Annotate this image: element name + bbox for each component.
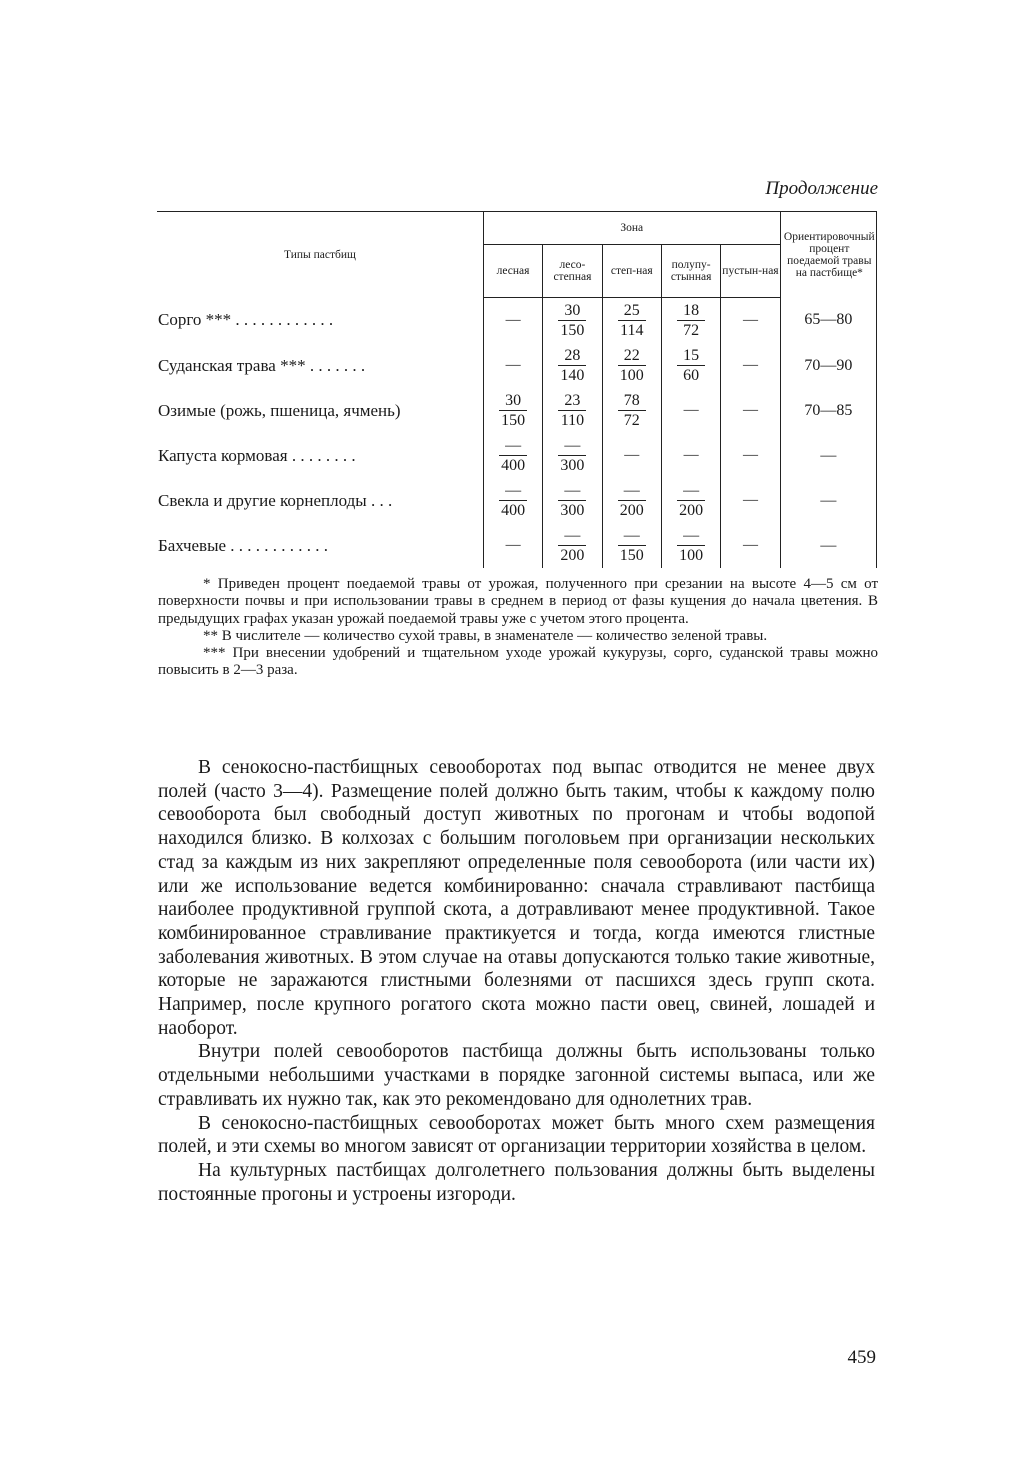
- yield-cell: [661, 433, 720, 478]
- yield-denominator: 150: [560, 322, 585, 339]
- table-row: [157, 478, 877, 523]
- paragraph: На культурных пастбищах долголетнего пользования должны быть выделены постоянные прогоны и устроены изгороди.: [158, 1159, 875, 1205]
- empty-dash: —: [505, 357, 521, 373]
- yield-denominator: 60: [677, 365, 705, 385]
- yield-fraction: [618, 391, 646, 430]
- empty-dash: —: [742, 312, 758, 328]
- yield-cell: [661, 343, 720, 388]
- yield-fraction: [558, 436, 586, 475]
- page-number: 459: [847, 1347, 876, 1368]
- yield-numerator: 15: [683, 347, 700, 364]
- main-text: [158, 756, 875, 1206]
- yield-cell: [543, 433, 602, 478]
- pasture-type-name: Озимые (рожь, пшеница, ячмень): [158, 400, 401, 420]
- yield-cell: [543, 298, 602, 344]
- table-row: [157, 388, 877, 433]
- yield-cell: [602, 388, 661, 433]
- yield-fraction: [558, 346, 586, 385]
- yield-numerator: 18: [683, 302, 700, 319]
- yield-numerator: —: [623, 527, 640, 544]
- yield-cell: [602, 298, 661, 344]
- yield-cell: [602, 433, 661, 478]
- paragraph: В сенокосно-пастбищных севооборотах может быть много схем размещения полей, и эти схемы во многом зависят от организации территории хозяйства в целом.: [158, 1112, 875, 1158]
- pasture-type-name: Сорго *** . . . . . . . . . . . .: [158, 310, 334, 330]
- yield-denominator: 100: [679, 547, 704, 564]
- zone-column-header: степ-ная: [602, 245, 661, 298]
- paragraph: Внутри полей севооборотов пастбища должны быть использованы только отдельными небольшими участками в порядке загонной системы выпаса, или же стравливать их нужно так, как это рекомендовано для однолетних трав.: [158, 1041, 875, 1110]
- yield-cell: [602, 478, 661, 523]
- percent-cell: 70—85: [780, 388, 876, 433]
- yield-cell: [543, 478, 602, 523]
- pasture-type-name: Суданская трава *** . . . . . . .: [158, 355, 366, 375]
- yield-cell: [483, 388, 542, 433]
- yield-fraction: [558, 526, 586, 565]
- percent-cell: —: [780, 523, 876, 568]
- yield-fraction: [499, 391, 527, 430]
- yield-numerator: —: [505, 482, 522, 499]
- table-footnotes: [158, 576, 878, 680]
- yield-cell: [721, 478, 780, 523]
- percent-cell: 65—80: [780, 298, 876, 344]
- yield-cell: [661, 298, 720, 344]
- yield-numerator: 25: [623, 302, 640, 319]
- yield-cell: [483, 433, 542, 478]
- empty-dash: —: [505, 537, 521, 553]
- yield-denominator: 300: [560, 502, 585, 519]
- footnote: * Приведен процент поедаемой травы от урожая, полученного при срезании на высоте 4—5 см от поверхности почвы и при использовании травы в среднем в период от фазы кущения до начала цветения. В предыдущих графах указан урожай поедаемой травы уже с учетом этого процента.: [158, 576, 878, 627]
- yield-cell: [483, 298, 542, 344]
- yield-denominator: 400: [501, 457, 526, 474]
- yield-cell: [483, 343, 542, 388]
- empty-dash: —: [683, 402, 699, 418]
- yield-fraction: [677, 526, 705, 565]
- continuation-label: Продолжение: [765, 178, 878, 199]
- yield-numerator: —: [564, 527, 581, 544]
- yield-numerator: —: [683, 482, 700, 499]
- zone-column-header: лесная: [483, 245, 542, 298]
- yield-denominator: 200: [679, 502, 704, 519]
- yield-denominator: 140: [560, 367, 585, 384]
- yield-cell: [721, 298, 780, 344]
- footnote: ** В числителе — количество сухой травы, в знаменателе — количество зеленой травы.: [203, 627, 768, 644]
- yield-fraction: [618, 481, 646, 520]
- yield-cell: [543, 343, 602, 388]
- yield-denominator: 72: [677, 320, 705, 340]
- yield-numerator: —: [683, 527, 700, 544]
- yield-fraction: [558, 391, 586, 430]
- yield-numerator: 22: [623, 347, 640, 364]
- empty-dash: —: [742, 357, 758, 373]
- yield-fraction: [558, 481, 586, 520]
- yield-fraction: [677, 301, 705, 340]
- yield-numerator: 23: [564, 392, 581, 409]
- zone-column-header: полупу-стынная: [661, 245, 720, 298]
- zone-header: Зона: [483, 212, 780, 245]
- empty-dash: —: [624, 447, 640, 463]
- yield-cell: [661, 388, 720, 433]
- empty-dash: —: [742, 537, 758, 553]
- empty-dash: —: [742, 402, 758, 418]
- yield-numerator: 30: [505, 392, 522, 409]
- yield-numerator: —: [564, 437, 581, 454]
- yield-denominator: 72: [618, 410, 646, 430]
- yield-cell: [602, 343, 661, 388]
- percent-cell: —: [780, 478, 876, 523]
- yield-fraction: [558, 301, 586, 340]
- yield-cell: [721, 343, 780, 388]
- yield-numerator: 30: [564, 302, 581, 319]
- yield-fraction: [677, 481, 705, 520]
- yield-fraction: [499, 436, 527, 475]
- yield-cell: [661, 478, 720, 523]
- yield-cell: [543, 388, 602, 433]
- yield-denominator: 114: [618, 320, 646, 340]
- yield-cell: [543, 523, 602, 568]
- footnote: *** При внесении удобрений и тщательном уходе урожай кукурузы, сорго, суданской травы можно повысить в 2—3 раза.: [158, 645, 878, 679]
- empty-dash: —: [742, 447, 758, 463]
- yield-denominator: 150: [619, 547, 644, 564]
- yield-denominator: 400: [501, 502, 526, 519]
- yield-denominator: 200: [619, 502, 644, 519]
- yield-numerator: —: [623, 482, 640, 499]
- table-row: [157, 343, 877, 388]
- yield-cell: [483, 478, 542, 523]
- yield-numerator: —: [505, 437, 522, 454]
- zone-column-header: пустын-ная: [721, 245, 780, 298]
- empty-dash: —: [683, 447, 699, 463]
- yield-cell: [721, 523, 780, 568]
- table-row: [157, 433, 877, 478]
- yield-fraction: [499, 481, 527, 520]
- yield-cell: [721, 433, 780, 478]
- yield-denominator: 200: [560, 547, 585, 564]
- yield-numerator: —: [564, 482, 581, 499]
- yield-fraction: [677, 346, 705, 385]
- yield-cell: [661, 523, 720, 568]
- pasture-type-name: Бахчевые . . . . . . . . . . . .: [158, 535, 329, 555]
- yield-cell: [483, 523, 542, 568]
- table-row: [157, 523, 877, 568]
- percent-cell: 70—90: [780, 343, 876, 388]
- percent-cell: —: [780, 433, 876, 478]
- yield-fraction: [618, 301, 646, 340]
- yield-denominator: 110: [558, 410, 586, 430]
- zone-column-header: лесо-степная: [543, 245, 602, 298]
- pasture-yield-table: [157, 211, 877, 568]
- yield-denominator: 300: [560, 457, 585, 474]
- yield-numerator: 28: [564, 347, 581, 364]
- table-row: [157, 298, 877, 344]
- pasture-type-name: Свекла и другие корнеплоды . . .: [158, 490, 393, 510]
- paragraph: В сенокосно-пастбищных севооборотах под выпас отводится не менее двух полей (часто 3—4). Размещение полей должно быть таким, чтобы к каждому полю севооборота был свободный доступ животных по прогонам и чтобы водопой находился близко. В колхозах с большим поголовьем при организации нескольких стад за каждым из них закрепляют определенные поля севооборота (или части их) или же использование ведется комбинированно: сначала стравливают пастбища наиболее продуктивной группой скота, а дотравливают менее продуктивной. Такое комбинированное стравливание практикуется и тогда, когда имеются глистные заболевания животных. В этом случае на отавы допускаются только такие животные, которые не заражаются глистными болезнями от пасшихся здесь групп скота. Например, после крупного рогатого скота можно пасти овец, свиней, лошадей и наоборот.: [158, 757, 875, 1039]
- yield-fraction: [618, 346, 646, 385]
- yield-cell: [721, 388, 780, 433]
- percent-header: Ориентировочный процент поедаемой травы на пастбище*: [780, 212, 876, 298]
- pasture-type-header: Типы пастбищ: [157, 212, 483, 298]
- yield-cell: [602, 523, 661, 568]
- empty-dash: —: [742, 492, 758, 508]
- yield-numerator: 78: [623, 392, 640, 409]
- empty-dash: —: [505, 312, 521, 328]
- yield-denominator: 150: [501, 412, 526, 429]
- yield-fraction: [618, 526, 646, 565]
- yield-denominator: 100: [619, 367, 644, 384]
- pasture-type-name: Капуста кормовая . . . . . . . .: [158, 445, 356, 465]
